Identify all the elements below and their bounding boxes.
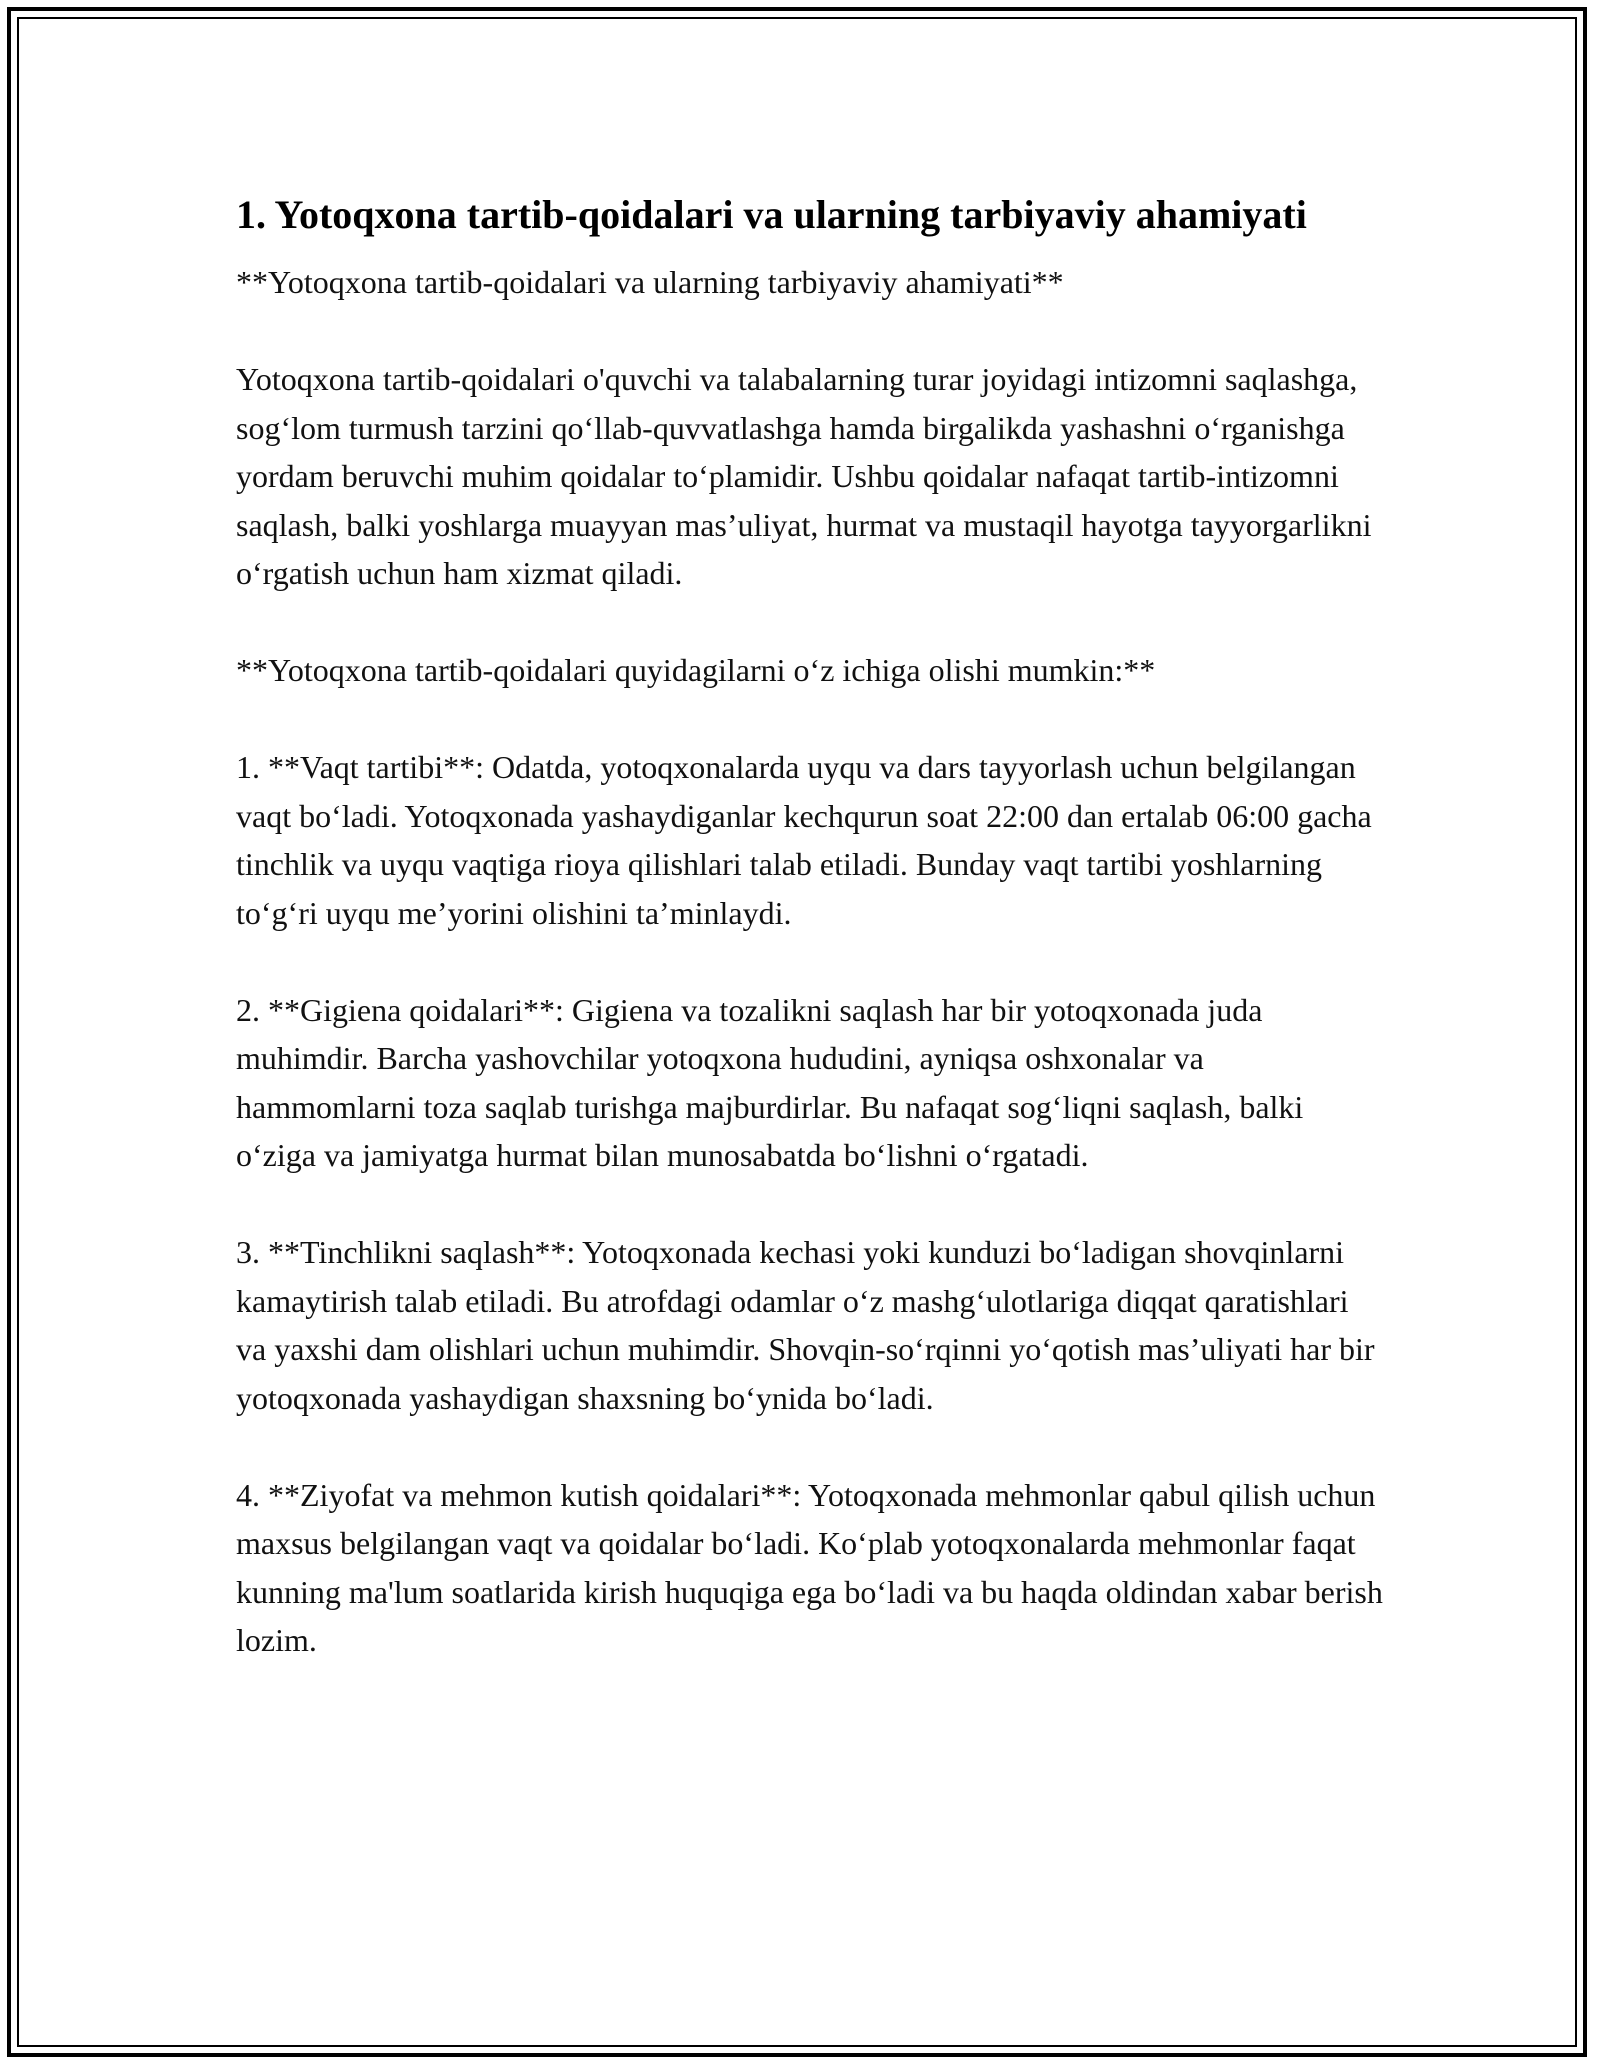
list-intro-paragraph: **Yotoqxona tartib-qoidalari quyidagilarni o‘z ichiga olishi mumkin:** <box>236 652 1156 688</box>
list-item-quiet: 3. **Tinchlikni saqlash**: Yotoqxonada kechasi yoki kunduzi bo‘ladigan shovqinlarni kamaytirish talab etiladi. Bu atrofdagi odamlar o‘z mashg‘ulotlariga diqqat qaratishlari va yaxshi dam olishlari uchun muhimdir. Shovqin-so‘rqinni yo‘qotish mas’uliyati har bir yotoqxonada yashaydigan shaxsning bo‘ynida bo‘ladi. <box>236 1234 1375 1416</box>
list-item-time-schedule: 1. **Vaqt tartibi**: Odatda, yotoqxonalarda uyqu va dars tayyorlash uchun belgilangan vaqt bo‘ladi. Yotoqxonada yashaydiganlar kechqurun soat 22:00 dan ertalab 06:00 gacha tinchlik va uyqu vaqtiga rioya qilishlari talab etiladi. Bunday vaqt tartibi yoshlarning to‘g‘ri uyqu me’yorini olishini ta’minlaydi. <box>236 749 1372 931</box>
list-item-guests: 4. **Ziyofat va mehmon kutish qoidalari**: Yotoqxonada mehmonlar qabul qilish uchun maxsus belgilangan vaqt va qoidalar bo‘ladi. Ko‘plab yotoqxonalarda mehmonlar faqat kunning ma'lum soatlarida kirish huquqiga ega bo‘ladi va bu haqda oldindan xabar berish lozim. <box>236 1476 1383 1658</box>
document-body <box>236 186 1386 1665</box>
list-item-hygiene: 2. **Gigiena qoidalari**: Gigiena va tozalikni saqlash har bir yotoqxonada juda muhimdir. Barcha yashovchilar yotoqxona hududini, ayniqsa oshxonalar va hammomlarni toza saqlab turishga majburdirlar. Bu nafaqat sog‘liqni saqlash, balki o‘ziga va jamiyatga hurmat bilan munosabatda bo‘lishni o‘rgatadi. <box>236 991 1304 1173</box>
document-title: 1. Yotoqxona tartib-qoidalari va ularning tarbiyaviy ahamiyati <box>236 192 1307 237</box>
bold-subtitle-paragraph: **Yotoqxona tartib-qoidalari va ularning tarbiyaviy ahamiyati** <box>236 264 1064 300</box>
intro-paragraph: Yotoqxona tartib-qoidalari o'quvchi va talabalarning turar joyidagi intizomni saqlashga, sog‘lom turmush tarzini qo‘llab-quvvatlashga hamda birgalikda yashashni o‘rganishga yordam beruvchi muhim qoidalar to‘plamidir. Ushbu qoidalar nafaqat tartib-intizomni saqlash, balki yoshlarga muayyan mas’uliyat, hurmat va mustaqil hayotga tayyorgarlikni o‘rgatish uchun ham xizmat qiladi. <box>236 361 1372 591</box>
